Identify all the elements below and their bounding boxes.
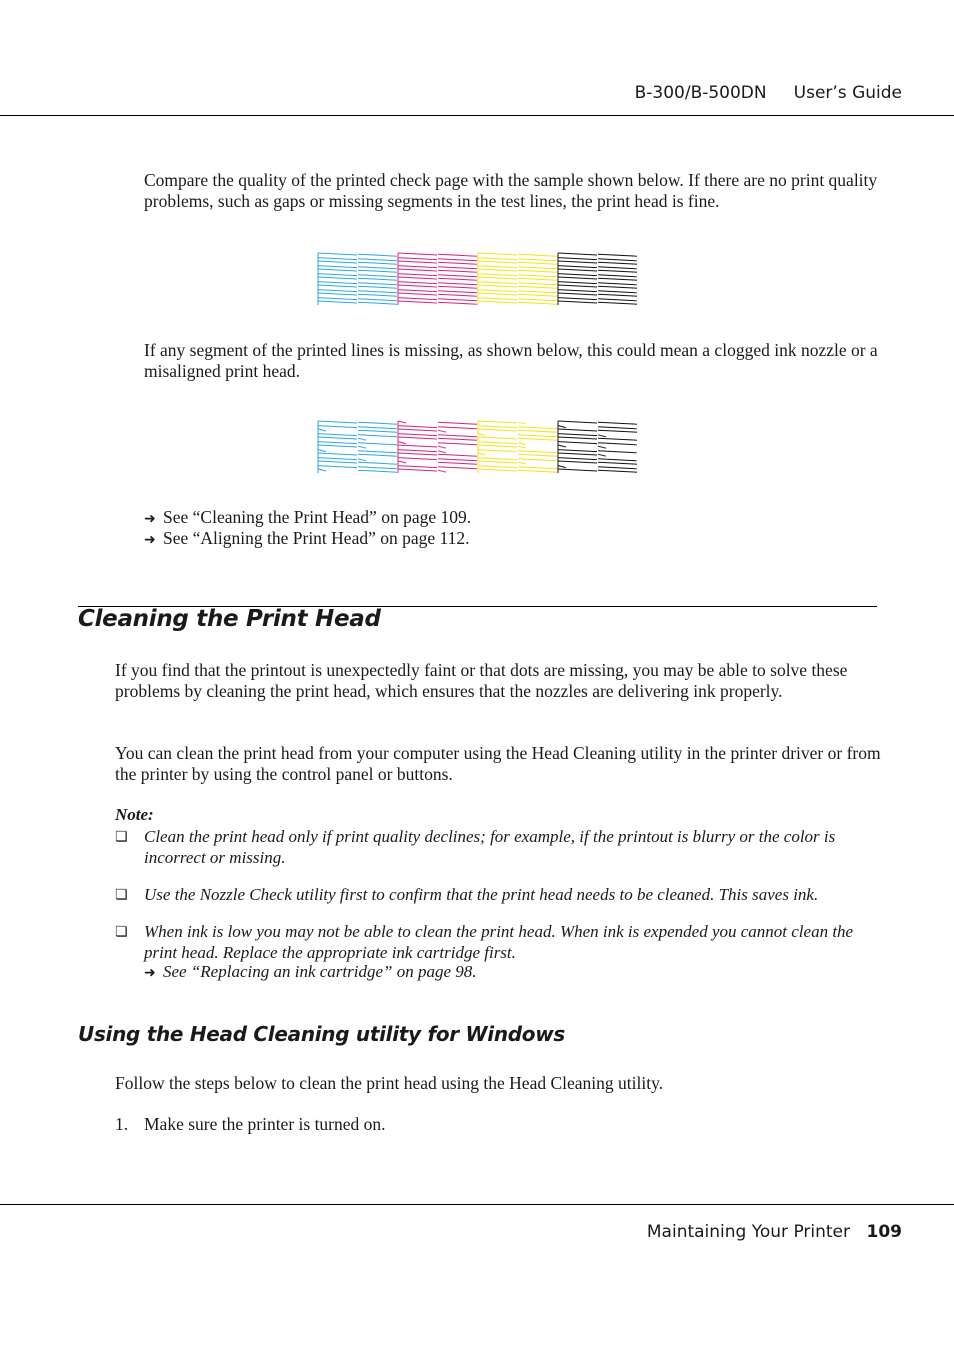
nozzle-pattern-block — [558, 421, 637, 473]
subsection-heading: Using the Head Cleaning utility for Windows — [78, 1022, 566, 1046]
nozzle-pattern-block — [478, 421, 557, 473]
nozzle-pattern-block — [558, 253, 637, 305]
step-text: Make sure the printer is turned on. — [144, 1114, 386, 1134]
note-label: Note: — [115, 805, 154, 824]
checkbox-icon: ❏ — [115, 829, 128, 845]
cross-reference-text: See “Aligning the Print Head” on page 112. — [163, 528, 470, 548]
header-rule — [0, 115, 954, 116]
page-number: 109 — [866, 1222, 902, 1242]
footer-section-title: Maintaining Your Printer — [646, 1222, 850, 1242]
step-item — [115, 1114, 386, 1135]
note-text: When ink is low you may not be able to clean the print head. When ink is expended you cannot clean the print head. Replace the appropriate ink cartridge first. — [144, 922, 854, 962]
paragraph-clean-methods: You can clean the print head from your computer using the Head Cleaning utility in the printer driver or from the printer by using the control panel or buttons. — [115, 743, 881, 784]
cross-reference-text: See “Replacing an ink cartridge” on page 98. — [163, 962, 477, 981]
cross-reference-aligning[interactable] — [144, 528, 470, 549]
nozzle-pattern-block — [398, 253, 477, 305]
cross-reference-replacing-cartridge[interactable] — [144, 962, 477, 982]
right-arrow-icon: ➜ — [144, 965, 156, 981]
right-arrow-icon: ➜ — [144, 532, 156, 548]
step-number: 1. — [115, 1114, 129, 1134]
note-item — [115, 826, 885, 868]
right-arrow-icon: ➜ — [144, 511, 156, 527]
paragraph-follow-steps: Follow the steps below to clean the print head using the Head Cleaning utility. — [115, 1073, 664, 1093]
nozzle-pattern-block — [318, 421, 397, 473]
paragraph-missing-segments: If any segment of the printed lines is missing, as shown below, this could mean a clogged ink nozzle or a misaligned print head. — [144, 340, 878, 381]
note-text: Use the Nozzle Check utility first to confirm that the print head needs to be cleaned. This saves ink. — [144, 885, 819, 904]
cross-reference-cleaning[interactable] — [144, 507, 471, 528]
paragraph-compare: Compare the quality of the printed check page with the sample shown below. If there are no print quality problems, such as gaps or missing segments in the test lines, the print head is fine. — [144, 170, 878, 211]
note-text: Clean the print head only if print quality declines; for example, if the printout is blurry or the color is incorrect or missing. — [144, 827, 836, 867]
nozzle-pattern-block — [398, 421, 477, 473]
header-guide-title: User’s Guide — [793, 83, 902, 103]
note-item — [115, 921, 885, 963]
footer-rule — [0, 1204, 954, 1205]
note-item — [115, 884, 885, 905]
section-heading: Cleaning the Print Head — [78, 606, 381, 632]
paragraph-intro: If you find that the printout is unexpectedly faint or that dots are missing, you may be able to solve these problems by cleaning the print head, which ensures that the nozzles are delivering ink properly. — [115, 660, 848, 701]
running-header — [635, 83, 902, 103]
checkbox-icon: ❏ — [115, 924, 128, 940]
nozzle-check-sample-good — [317, 251, 639, 305]
nozzle-pattern-block — [478, 253, 557, 305]
nozzle-check-sample-bad — [317, 419, 639, 473]
cross-reference-text: See “Cleaning the Print Head” on page 109. — [163, 507, 472, 527]
checkbox-icon: ❏ — [115, 887, 128, 903]
header-model: B-300/B-500DN — [634, 83, 767, 103]
nozzle-pattern-block — [318, 253, 397, 305]
